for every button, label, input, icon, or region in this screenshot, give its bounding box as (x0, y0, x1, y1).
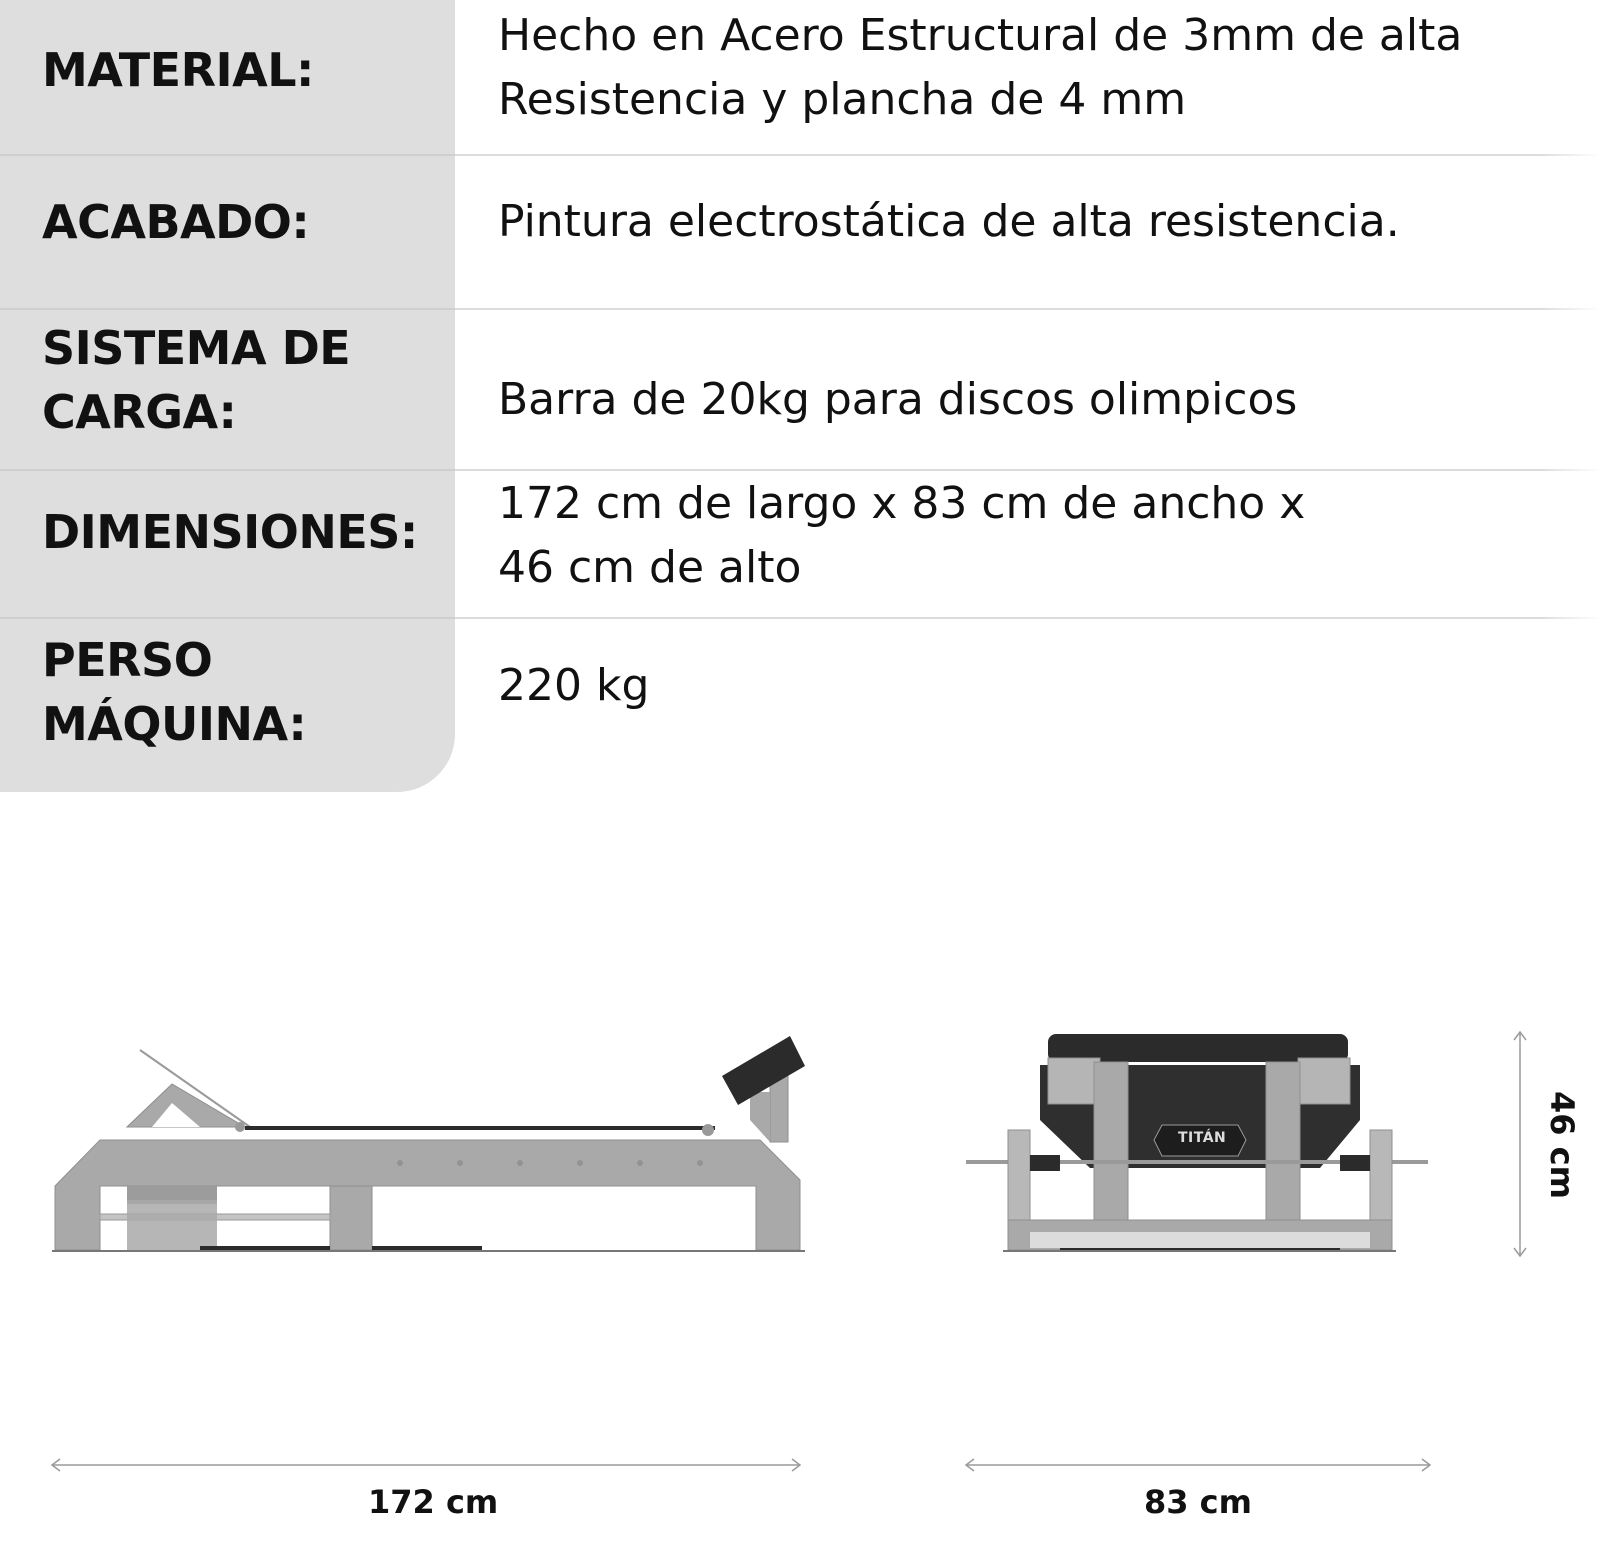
machine-side-view (52, 1036, 805, 1251)
spec-value-acabado: Pintura electrostática de alta resistencia. (498, 196, 1400, 247)
spec-value-peso: 220 kg (498, 660, 650, 711)
dimension-height-label: 46 cm (1543, 1091, 1581, 1199)
spec-value-material: Hecho en Acero Estructural de 3mm de alta Resistencia y plancha de 4 mm (498, 10, 1463, 125)
spec-label-peso: PERSO MÁQUINA: (42, 633, 307, 751)
spec-label-acabado: ACABADO: (42, 195, 310, 249)
spec-value-sistema-carga: Barra de 20kg para discos olimpicos (498, 374, 1298, 425)
spec-label-dimensiones: DIMENSIONES: (42, 505, 418, 559)
dimension-width-label: 83 cm (1144, 1483, 1252, 1521)
spec-label-sistema-carga: SISTEMA DE CARGA: (42, 321, 351, 439)
spec-value-dimensiones: 172 cm de largo x 83 cm de ancho x 46 cm de alto (498, 478, 1306, 593)
dimension-length-label: 172 cm (368, 1483, 499, 1521)
brand-logo: TITÁN (1178, 1130, 1227, 1146)
spec-label-material: MATERIAL: (42, 43, 314, 97)
